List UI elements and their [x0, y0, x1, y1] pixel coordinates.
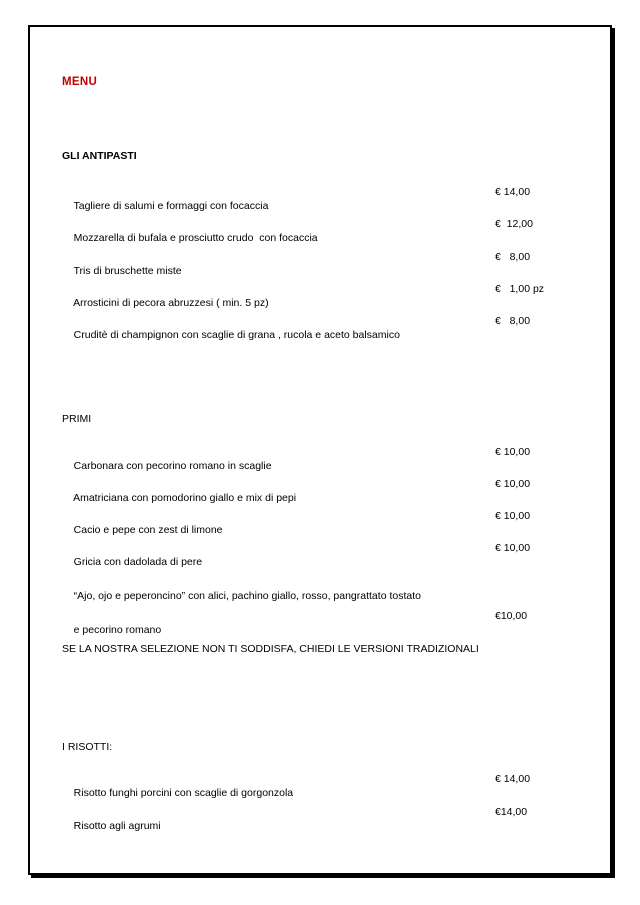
menu-item-name: Tagliere di salumi e formaggi con focaccia [73, 200, 269, 212]
menu-item-price: € 8,00 [495, 315, 531, 327]
menu-item-name: Amatriciana con pomodorino giallo e mix di pepi [73, 492, 297, 504]
menu-item-name: “Ajo, ojo e peperoncino” con alici, pachino giallo, rosso, pangrattato tostato [73, 590, 421, 602]
menu-item [62, 509, 531, 536]
menu-item-name: Mozzarella di bufala e prosciutto crudo con focaccia [73, 232, 318, 244]
menu-item-price: € 10,00 [495, 446, 531, 458]
menu-item-price: € 1,00 pz [495, 283, 545, 295]
menu-item [62, 445, 531, 472]
menu-item-name: e pecorino romano [73, 624, 162, 636]
menu-item-price: € 14,00 [495, 186, 531, 198]
menu-item [62, 282, 545, 309]
menu-item [62, 217, 533, 244]
section-heading-antipasti: GLI ANTIPASTI [62, 150, 137, 162]
menu-item [62, 541, 531, 568]
menu-item-name: Tris di bruschette miste [73, 265, 182, 277]
menu-item-name: Cacio e pepe con zest di limone [73, 524, 223, 536]
menu-item-name: Gricia con dadolada di pere [73, 556, 203, 568]
menu-item [62, 609, 528, 636]
menu-item-name: Risotto agli agrumi [73, 820, 161, 832]
menu-item-price: € 10,00 [495, 478, 531, 490]
menu-item-price: € 10,00 [495, 542, 531, 554]
menu-item-price: € 12,00 [495, 218, 533, 230]
menu-item [62, 314, 531, 341]
page-title: MENU [62, 76, 98, 88]
menu-item [62, 185, 531, 212]
menu-item-price: €10,00 [495, 610, 528, 622]
menu-item [62, 250, 531, 277]
menu-item [62, 477, 531, 504]
menu-item-name: Risotto funghi porcini con scaglie di gorgonzola [73, 787, 294, 799]
menu-item-price: € 14,00 [495, 773, 531, 785]
menu-item [62, 805, 528, 832]
menu-item-name: Cruditè di champignon con scaglie di grana , rucola e aceto balsamico [73, 329, 400, 341]
menu-item [62, 772, 531, 799]
menu-item-price: € 10,00 [495, 510, 531, 522]
section-heading-primi: PRIMI [62, 413, 92, 425]
menu-note: SE LA NOSTRA SELEZIONE NON TI SODDISFA, CHIEDI LE VERSIONI TRADIZIONALI [62, 643, 479, 655]
menu-item-name: Arrosticini di pecora abruzzesi ( min. 5 pz) [73, 297, 269, 309]
menu-item [62, 575, 421, 602]
menu-item-name: Carbonara con pecorino romano in scaglie [73, 460, 272, 472]
menu-page [28, 25, 612, 875]
menu-item-price: € 8,00 [495, 251, 531, 263]
menu-item-price: €14,00 [495, 806, 528, 818]
section-heading-risotti: I RISOTTI: [62, 741, 113, 753]
